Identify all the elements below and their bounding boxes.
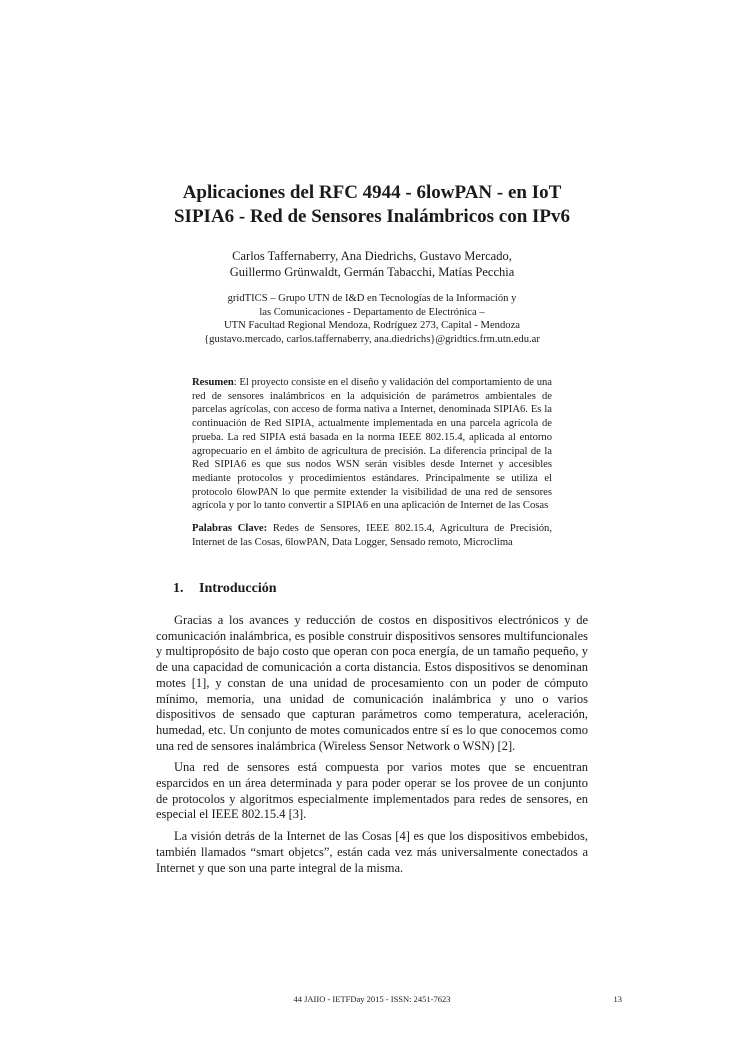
affiliation: [150, 292, 594, 346]
abstract-paragraph: [192, 376, 552, 513]
abstract-text: : El proyecto consiste en el diseño y validación del comportamiento de una red de sensores inalámbricos en la adquisición de parámetros ambientales de parcelas agrícolas, con acceso de forma nativa a Internet, denominada SIPIA6. Es la continuación de Red SIPIA, actualmente implementada en una parcela agrícola de prueba. La red SIPIA está basada en la norma IEEE 802.15.4, aplicada al entorno agropecuario en el ámbito de agricultura de precisión. La diferencia principal de la Red SIPIA6 es que sus nodos WSN serán visibles desde Internet y accesibles mediante protocolos y procedimientos estándares. Principalmente se utiliza el protocolo 6lowPAN lo que permite extender la visibilidad de una red de sensores agrícola y por lo tanto convertir a SIPIA6 en una aplicación de Internet de las Cosas: [192, 377, 552, 512]
section-number: 1.: [173, 581, 184, 596]
body-paragraph: Una red de sensores está compuesta por varios motes que se encuentran esparcidos en un área determinada y para poder operar se los provee de un conjunto de protocolos y algoritmos especialmente implementados para redes de sensores, en especial el IEEE 802.15.4 [3].: [156, 760, 588, 822]
section-body: [156, 613, 588, 882]
affiliation-line-3: UTN Facultad Regional Mendoza, Rodríguez 273, Capital - Mendoza: [224, 320, 520, 332]
section-title: Introducción: [199, 581, 277, 596]
body-paragraph: Gracias a los avances y reducción de costos en dispositivos electrónicos y de comunicación inalámbrica, es posible construir dispositivos sensores multifuncionales y multipropósito de bajo costo que operan con poca energía, de un tamaño pequeño, y de una capacidad de comunicación a corta distancia. Estos dispositivos se denominan motes [1], y constan de una unidad de procesamiento con un poder de cómputo mínimo, memoria, una unidad de comunicación inalámbrica y uno o varios dispositivos de sensado que capturan parámetros como temperatura, aceleración, humedad, etc. Un conjunto de motes comunicados entre sí es lo que conocemos como una red de sensores inalámbrica (Wireless Sensor Network o WSN) [2].: [156, 613, 588, 753]
keywords-text: Redes de Sensores, IEEE 802.15.4, Agricultura de Precisión, Internet de las Cosas, 6lowPAN, Data Logger, Sensado remoto, Microclima: [192, 523, 553, 548]
keywords-paragraph: [192, 522, 552, 549]
title-line-2: SIPIA6 - Red de Sensores Inalámbricos con IPv6: [173, 206, 571, 227]
authors-line-1: Carlos Taffernaberry, Ana Diedrichs, Gustavo Mercado,: [232, 249, 512, 263]
affiliation-line-1: gridTICS – Grupo UTN de I&D en Tecnologías de la Información y: [227, 293, 517, 304]
paper-title: [150, 181, 594, 229]
authors-line-2: Guillermo Grünwaldt, Germán Tabacchi, Matías Pecchia: [229, 265, 515, 279]
affiliation-line-2: las Comunicaciones - Departamento de Electrónica –: [259, 306, 485, 318]
title-line-1: Aplicaciones del RFC 4944 - 6lowPAN - en IoT: [182, 182, 562, 203]
abstract-block: [192, 376, 552, 549]
author-list: [150, 248, 594, 280]
page-footer: 44 JAIIO - IETFDay 2015 - ISSN: 2451-7623: [293, 994, 451, 1004]
abstract-label: Resumen: [192, 377, 234, 388]
keywords-label: Palabras Clave:: [192, 523, 268, 535]
affiliation-emails: {gustavo.mercado, carlos.taffernaberry, ana.diedrichs}@gridtics.frm.utn.edu.ar: [204, 333, 540, 345]
body-paragraph: La visión detrás de la Internet de las Cosas [4] es que los dispositivos embebidos, también llamados “smart objetcs”, están cada vez más universalmente conectados a Internet y que son una parte integral de la misma.: [156, 829, 588, 875]
section-heading: [173, 580, 277, 598]
page-number: 13: [613, 994, 622, 1004]
